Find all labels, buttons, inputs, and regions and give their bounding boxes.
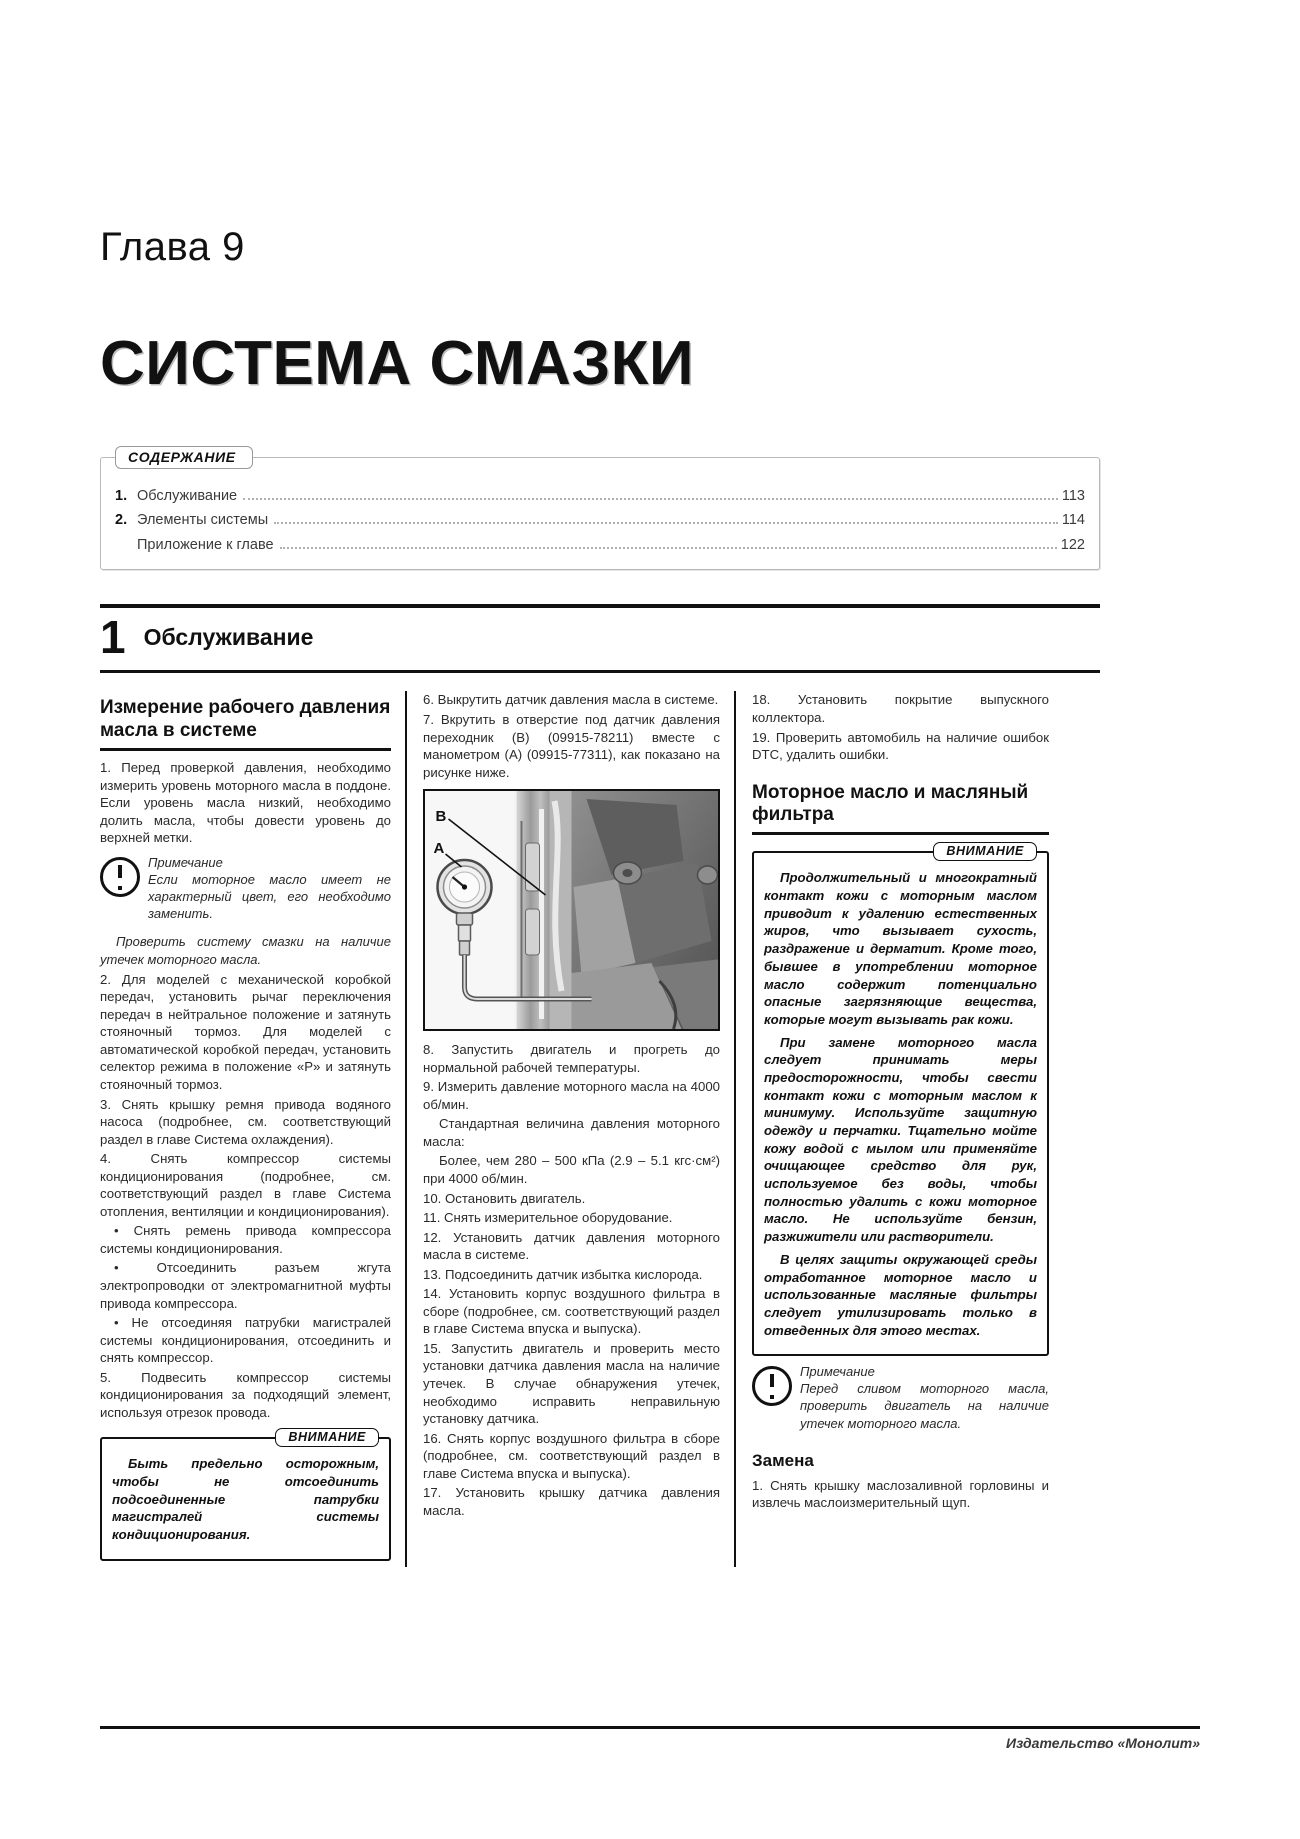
- left-note-line-1: Если моторное масло имеет не характерный цвет, его необходимо заменить.: [148, 871, 391, 922]
- right-warning-tab-label: ВНИМАНИЕ: [933, 842, 1037, 861]
- right-warning-box: [752, 844, 1049, 1356]
- toc-row[interactable]: [115, 508, 1085, 532]
- mid-step-16: 16. Снять корпус воздушного фильтра в сборе (подробнее, см. соответствующий раздел в главе Система впуска и выпуска).: [423, 1430, 720, 1481]
- oil-pressure-gauge-figure: [423, 789, 720, 1031]
- page-footer: [100, 1726, 1200, 1751]
- toc-item-label: Элементы системы: [137, 512, 269, 529]
- toc-item-page: 113: [1061, 488, 1085, 504]
- engine-diagram-svg: [425, 791, 718, 1029]
- mid-step-17: 17. Установить крышку датчика давления масла.: [423, 1485, 720, 1518]
- column-middle: [405, 691, 734, 1566]
- right-step-18: 18. Установить покрытие выпускного коллектора.: [752, 692, 1049, 725]
- mid-step-11: 11. Снять измерительное оборудование.: [423, 1210, 673, 1226]
- left-note-title: Примечание: [148, 854, 223, 870]
- mid-step-8: 8. Запустить двигатель и прогреть до нормальной рабочей температуры.: [423, 1042, 720, 1075]
- table-of-contents: [100, 449, 1100, 570]
- left-step-4: 4. Снять компрессор системы кондиционирования (подробнее, см. соответствующий раздел в главе Система отопления, вентиляции и кондиционирования).: [100, 1151, 391, 1219]
- mid-step-15: 15. Запустить двигатель и проверить место установки датчика давления масла на наличие утечек. В случае обнаружения утечек, необходимо исправить неправильную установку датчика.: [423, 1340, 720, 1427]
- right-warning-paragraph-1: Продолжительный и многократный контакт кожи с моторным маслом приводит к удалению естественных жиров, что вызывает сухость, раздражение и дерматит. Кроме того, бывшее в употреблении моторное масло содержит потенциально опасные загрязняющие вещества, которые могут вызывать рак кожи.: [764, 870, 1037, 1027]
- mid-step-12: 12. Установить датчик давления моторного масла в системе.: [423, 1229, 720, 1263]
- right-warning-paragraph-2: При замене моторного масла следует принимать меры предосторожности, чтобы свести контакт кожи с моторным маслом к минимуму. Используйте защитную одежду и перчатки. Тщательно мойте кожу водой с мылом или применяйте очищающее средство для рук, используемое без воды, чтобы полностью удалить с кожи моторное масло. Не используйте бензин, разжижители или растворители.: [764, 1034, 1037, 1245]
- toc-leader-dots: [280, 539, 1057, 549]
- mid-step-6: 6. Выкрутить датчик давления масла в системе.: [423, 692, 719, 708]
- right-subheading: Замена: [752, 1450, 814, 1470]
- page-content: [100, 225, 1100, 1567]
- column-right: [734, 691, 1063, 1566]
- left-warning-text: Быть предельно осторожным, чтобы не отсоединить подсоединенные патрубки магистралей системы кондиционирования.: [112, 1456, 379, 1543]
- right-step-19: 19. Проверить автомобиль на наличие ошибок DTC, удалить ошибки.: [752, 729, 1049, 763]
- chapter-title: СИСТЕМА СМАЗКИ: [100, 329, 695, 398]
- toc-row[interactable]: [115, 533, 1085, 557]
- toc-row[interactable]: [115, 484, 1085, 508]
- toc-leader-dots: [274, 514, 1058, 524]
- mid-step-14: 14. Установить корпус воздушного фильтра в сборе (подробнее, см. соответствующий раздел в главе Система впуска и выпуска).: [423, 1286, 720, 1337]
- mid-step-9: 9. Измерить давление моторного масла на 4000 об/мин.: [423, 1079, 720, 1112]
- toc-item-label: Приложение к главе: [137, 536, 274, 553]
- toc-item-label: Обслуживание: [137, 488, 238, 504]
- mid-step-13: 13. Подсоединить датчик избытка кислорода.: [423, 1266, 703, 1282]
- section-title: Обслуживание: [143, 623, 314, 650]
- right-warning-paragraph-3: В целях защиты окружающей среды отработанное моторное масло и использованные масляные фильтры следует утилизировать только в отведенных для этого местах.: [764, 1251, 1037, 1338]
- left-bullet-2: • Отсоединить разъем жгута электропроводки от электромагнитной муфты привода компрессора.: [100, 1260, 391, 1311]
- left-step-1: 1. Перед проверкой давления, необходимо измерить уровень моторного масла в поддоне. Если уровень масла низкий, необходимо долить масла, чтобы довести уровень до верхней метки.: [100, 760, 391, 846]
- section-divider-bottom: [100, 670, 1100, 673]
- mid-spec-value: Более, чем 280 – 500 кПа (2.9 – 5.1 кгс·см²) при 4000 об/мин.: [423, 1153, 720, 1186]
- footer-publisher: Издательство «Монолит»: [1006, 1735, 1200, 1751]
- left-step-2: 2. Для моделей с механической коробкой передач, установить рычаг переключения передач в нейтральное положение и затянуть стояночный тормоз. Для моделей с автоматической коробкой передач, установить селектор режима в положение «P» и затянуть стояночный тормоз.: [100, 971, 391, 1093]
- mid-step-10: 10. Остановить двигатель.: [423, 1190, 586, 1206]
- left-step-3: 3. Снять крышку ремня привода водяного насоса (подробнее, см. соответствующий раздел в главе Система охлаждения).: [100, 1096, 391, 1147]
- right-note-title: Примечание: [800, 1364, 875, 1380]
- exclamation-icon: [752, 1366, 792, 1406]
- left-bullet-3: • Не отсоединяя патрубки магистралей системы кондиционирования, отсоединить и снять компрессор.: [100, 1315, 391, 1366]
- right-heading-rule: [752, 832, 1049, 835]
- right-note-text: Перед сливом моторного масла, проверить двигатель на наличие утечек моторного масла.: [800, 1381, 1049, 1431]
- left-warning-box: [100, 1430, 391, 1560]
- section-number: 1: [100, 611, 126, 664]
- right-note-body: [800, 1364, 1049, 1434]
- figure-label-b: B: [435, 808, 447, 826]
- toc-item-number: 2.: [115, 512, 128, 529]
- toc-item-page: 122: [1060, 536, 1085, 553]
- toc-leader-dots: [243, 490, 1058, 500]
- left-heading-rule: [100, 748, 391, 751]
- column-left: [100, 691, 405, 1566]
- left-step-5: 5. Подвесить компрессор системы кондиционирования за подходящий элемент, используя отрезок провода.: [100, 1369, 391, 1420]
- right-note-block: [752, 1364, 1049, 1434]
- section-divider-top: [100, 604, 1100, 608]
- toc-item-number: 1.: [115, 488, 128, 504]
- mid-spec-title: Стандартная величина давления моторного масла:: [423, 1116, 720, 1149]
- section-header: [100, 611, 1100, 670]
- exclamation-icon: [100, 857, 140, 897]
- toc-tab-label: СОДЕРЖАНИЕ: [115, 446, 253, 469]
- left-note-block: [100, 855, 391, 925]
- toc-item-page: 114: [1061, 512, 1085, 529]
- left-heading: Измерение рабочего давления масла в системе: [100, 697, 391, 741]
- right-heading: Моторное масло и масляный фильтра: [752, 781, 1029, 825]
- left-warning-tab-label: ВНИМАНИЕ: [275, 1428, 379, 1447]
- left-note-body: [148, 855, 391, 925]
- left-bullet-1: • Снять ремень привода компрессора системы кондиционирования.: [100, 1223, 391, 1256]
- mid-step-7: 7. Вкрутить в отверстие под датчик давления переходник (B) (09915-78211) вместе с манометром (A) (09915-77311), как показано на рисунке ниже.: [423, 711, 720, 780]
- left-note-line-2: Проверить систему смазки на наличие утечек моторного масла.: [100, 934, 391, 967]
- chapter-label: Глава 9: [100, 225, 245, 269]
- footer-divider: [100, 1726, 1200, 1729]
- right-step-1: 1. Снять крышку маслозаливной горловины и извлечь маслоизмерительный щуп.: [752, 1477, 1049, 1511]
- three-column-body: [100, 691, 1100, 1566]
- figure-label-a: A: [433, 840, 445, 858]
